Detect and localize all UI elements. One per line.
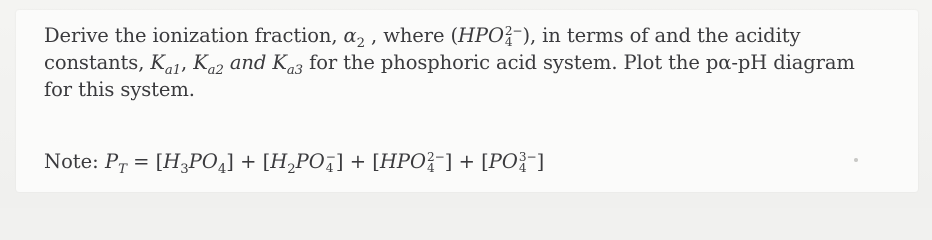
plus-bracket: ] + [: [226, 150, 271, 173]
hpo4-note-charge-stack: [427, 152, 445, 174]
plus-bracket: ] + [: [444, 150, 489, 173]
hpo4-note-formula: HPO: [379, 150, 426, 173]
po4-charge: 3−: [518, 150, 537, 165]
hpo4-subscript: 4: [504, 35, 513, 50]
po4-charge-stack: [519, 152, 537, 174]
hpo4-charge: 2−: [504, 24, 523, 39]
ka3-symbol: K: [272, 51, 287, 74]
note-label: Note:: [44, 150, 105, 173]
question-text-part: , where (: [364, 24, 459, 47]
comma-separator: ,: [181, 51, 194, 74]
question-line-2: [44, 49, 904, 76]
ka2-subscript: a2: [207, 62, 224, 78]
h2po4-charge: −: [325, 150, 336, 165]
h3po4-po-subscript: 4: [217, 161, 227, 177]
h3po4-h-subscript: 3: [180, 161, 189, 177]
question-text: [44, 22, 904, 103]
note-equation: [44, 148, 544, 175]
po4-formula: PO: [488, 150, 518, 173]
h2po4-po: PO: [295, 150, 325, 173]
hpo4-note-charge: 2−: [426, 150, 445, 165]
pt-symbol: P: [104, 150, 119, 173]
h3po4-h: H: [163, 150, 181, 173]
alpha-symbol: α: [343, 24, 357, 47]
question-text-part: Derive the ionization fraction,: [44, 24, 344, 47]
pt-subscript: T: [118, 161, 127, 177]
equals-bracket: = [: [126, 150, 164, 173]
h3po4-po: PO: [188, 150, 218, 173]
po4-subscript: 4: [518, 161, 527, 176]
h2po4-subscript: 4: [325, 161, 334, 176]
question-line-3: for this system.: [44, 78, 195, 101]
question-line-1: [44, 22, 904, 49]
question-text-part: constants,: [44, 51, 151, 74]
close-bracket: ]: [536, 150, 545, 173]
alpha-subscript: 2: [356, 35, 365, 51]
ka2-symbol: K: [193, 51, 208, 74]
question-text-part: ), in terms of and the acidity: [522, 24, 801, 47]
h2po4-h: H: [270, 150, 288, 173]
plus-bracket: ] + [: [335, 150, 380, 173]
hpo4-note-subscript: 4: [426, 161, 435, 176]
ka3-subscript: a3: [286, 62, 303, 78]
question-text-part: for the phosphoric acid system. Plot the pα-pH diagram: [303, 51, 855, 74]
problem-card: [16, 10, 918, 192]
h2po4-charge-stack: [326, 152, 336, 174]
hpo4-formula: HPO: [458, 24, 504, 47]
ka1-subscript: a1: [164, 62, 181, 78]
hpo4-charge-stack: [505, 26, 523, 48]
paper-speck: [854, 158, 858, 162]
and-word: and: [223, 51, 273, 74]
h2po4-h-subscript: 2: [287, 161, 296, 177]
ka1-symbol: K: [150, 51, 165, 74]
